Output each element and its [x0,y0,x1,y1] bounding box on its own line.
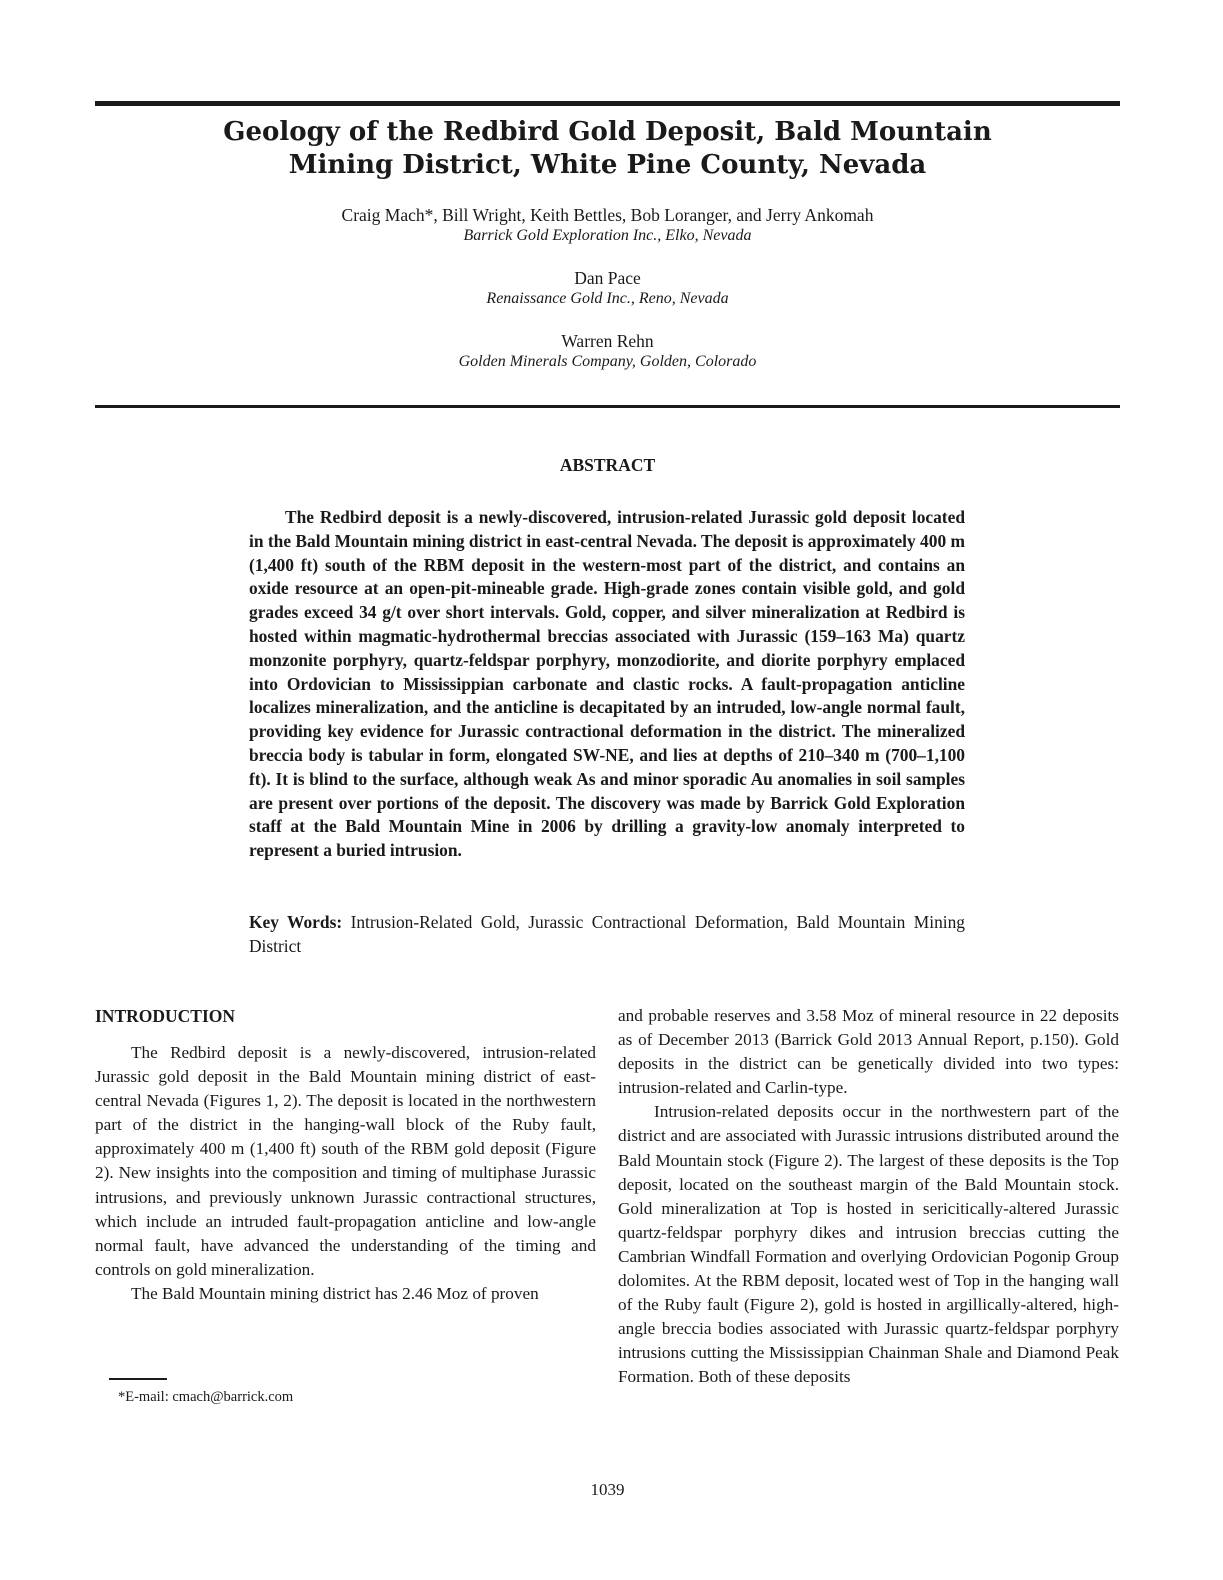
author-names-2: Dan Pace [574,268,641,288]
intro-paragraph-2: The Bald Mountain mining district has 2.46 Moz of proven [131,1283,539,1303]
intro-paragraph-3: Intrusion-related deposits occur in the northwestern part of the district and are associated with Jurassic intrusions distributed around the Bald Mountain stock (Figure 2). The largest of these deposits is the Top deposit, located on the southeast margin of the Bald Mountain stock. Gold mineralization at Top is hosted in sericitically-altered Jurassic quartz-feldspar porphyry dikes and intrusion breccias cutting the Cambrian Windfall Formation and overlying Ordovician Pogonip Group dolomites. At the RBM deposit, located west of Top in the hanging wall of the Ruby fault (Figure 2), gold is hosted in argillically-altered, high-angle breccia bodies associated with Jurassic quartz-feldspar porphyry intrusions cutting the Mississippian Chainman Shale and Diamond Peak Formation. Both of these deposits [618,1102,1119,1387]
footnote-rule [109,1378,167,1380]
page-number: 1039 [590,1480,625,1499]
right-column [618,1004,1119,1390]
title-line-1: Geology of the Redbird Gold Deposit, Bald Mountain [223,117,992,147]
keywords-text: Intrusion-Related Gold, Jurassic Contractional Deformation, Bald Mountain Mining District [249,912,965,956]
abstract-text: The Redbird deposit is a newly-discovered, intrusion-related Jurassic gold deposit located in the Bald Mountain mining district in east-central Nevada. The deposit is approximately 400 m (1,400 ft) south of the RBM deposit in the western-most part of the district, and contains an oxide resource at an open-pit-mineable grade. High-grade zones contain visible gold, and gold grades exceed 34 g/t over short intervals. Gold, copper, and silver mineralization at Redbird is hosted within magmatic-hydrothermal breccias associated with Jurassic (159–163 Ma) quartz monzonite porphyry, quartz-feldspar porphyry, monzodiorite, and diorite porphyry emplaced into Ordovician to Mississippian carbonate and clastic rocks. A fault-propagation anticline localizes mineralization, and the anticline is decapitated by an intruded, low-angle normal fault, providing key evidence for Jurassic contractional deformation in the district. The mineralized breccia body is tabular in form, elongated SW-NE, and lies at depths of 210–340 m (700–1,100 ft). It is blind to the surface, although weak As and minor sporadic Au anomalies in soil samples are present over portions of the deposit. The discovery was made by Barrick Gold Exploration staff at the Bald Mountain Mine in 2006 by drilling a gravity-low anomaly interpreted to represent a buried intrusion. [249,507,965,861]
author-names-3: Warren Rehn [561,331,654,351]
abstract-heading: ABSTRACT [559,455,656,475]
author-affiliation-2: Renaissance Gold Inc., Reno, Nevada [486,290,729,307]
keywords-label: Key Words: [249,912,343,932]
author-affiliation-3: Golden Minerals Company, Golden, Colorado [458,353,757,370]
top-rule [95,101,1120,106]
intro-paragraph-2-continued: and probable reserves and 3.58 Moz of mineral resource in 22 deposits as of December 2013 (Barrick Gold 2013 Annual Report, p.150). Gold deposits in the district can be genetically divided into two types: intrusion-related and Carlin-type. [618,1006,1119,1098]
header-bottom-rule [95,405,1120,408]
paper-title [95,116,1120,182]
intro-paragraph-1: The Redbird deposit is a newly-discovered, intrusion-related Jurassic gold deposit in the Bald Mountain mining district of east-central Nevada (Figures 1, 2). The deposit is located in the northwestern part of the district in the hanging-wall block of the Ruby fault, approximately 400 m (1,400 ft) south of the RBM gold deposit (Figure 2). New insights into the composition and timing of multiphase Jurassic intrusions, and previously unknown Jurassic contractional structures, which include an intruded fault-propagation anticline and low-angle normal fault, have advanced the understanding of the timing and controls on gold mineralization. [95,1043,596,1279]
left-column [95,1004,596,1306]
section-heading-introduction: INTRODUCTION [95,1006,236,1026]
title-line-2: Mining District, White Pine County, Nevada [288,150,927,180]
author-names-1: Craig Mach*, Bill Wright, Keith Bettles, Bob Loranger, and Jerry Ankomah [341,205,874,225]
author-block [95,204,1120,393]
footnote-email: *E-mail: cmach@barrick.com [118,1389,294,1405]
author-affiliation-1: Barrick Gold Exploration Inc., Elko, Nevada [463,227,752,244]
keywords [249,910,965,958]
